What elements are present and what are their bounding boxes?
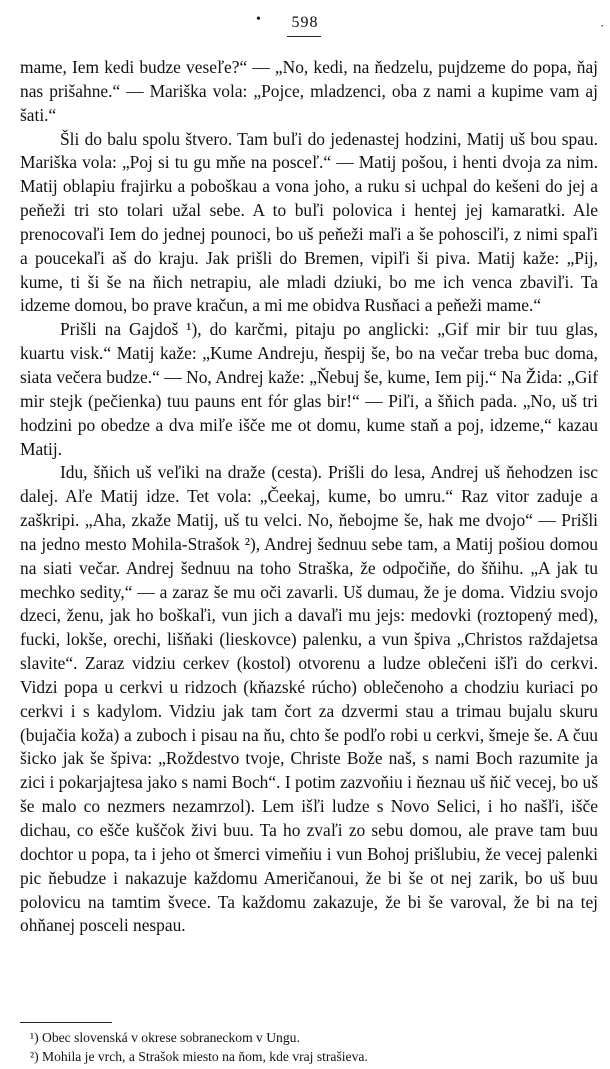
header-dot: • <box>256 12 261 27</box>
paragraph-2: Šli do balu spolu štvero. Tam buľi do jedenastej hodzini, Matij uš bou spau. Mariška vola: „Poj si tu gu mňe na posceľ.“ — Matij pošou, i henti dvoja za nim. Matij oblapiu frajirku a poboškau a vona joho, a ruku si uchpal do kešeni do jej a peňeži tri sto tolari užal sebe. A to buľi polovica i hentej jej kamaratki. Ale prenocovaľi Iem do jednej pounoci, bo uš peňeži maľi a še pohosciľi, z nimi spaľi a poucekaľi aš do kraju. Jak prišli do Bremen, vipiľi ši piva. Matij kaže: „Pij, kume, ti ši še na ňich netrapiu, ale mladi dziuki, bo me ich venca zbaviľi. Ta idzeme domou, bo prave kračun, a mi me obidva Rusňaci a peňeži mame.“ <box>20 128 598 316</box>
page-number: 598 <box>291 14 319 31</box>
footnote-separator <box>20 1022 112 1023</box>
footnotes <box>30 1028 590 1066</box>
paragraph-3: Prišli na Gajdoš ¹), do karčmi, pitaju po anglicki: „Gif mir bir tuu glas, kuartu visk.“ Matij kaže: „Kume Andreju, ňespij še, bo na večar treba buc doma, siata večera budze.“ — No, Andrej kaže: „Ňebuj še, kume, Iem pij.“ Na Žida: „Gif mir stejk (pečienka) tuu pauns ent fór glas bir!“ — Piľi, a šňich pada. „No, uš tri hodzini po obedze a dva miľe išče me ot domu, kume staň a poj, idzeme,“ kazau Matij. <box>20 319 598 459</box>
paragraph-1: mame, Iem kedi budze veseľe?“ — „No, kedi, na ňedzelu, pujdzeme do popa, ňaj nas prišahne.“ — Mariška vola: „Pojce, mladzenci, oba z nami a kupime vam aj šati.“ <box>20 57 598 125</box>
footnote-2: ²) Mohila je vrch, a Strašok miesto na ňom, kde vraj strašieva. <box>30 1049 368 1064</box>
footnote-1: ¹) Obec slovenská v okrese sobraneckom v Ungu. <box>30 1030 300 1045</box>
paragraph-4: Idu, šňich uš veľiki na draže (cesta). Prišli do lesa, Andrej uš ňehodzen isc dalej. Aľe Matij idze. Tet vola: „Čeekaj, kume, bo umru.“ Raz vitor zaduje a zaškripi. „Aha, zkaže Matij, uš tu velci. No, ňebojme še, hak me dvojo“ — Prišli na jedno mesto Mohila-Strašok ²), Andrej šednuu sebe tam, a Matij pošiou domou na siati večar. Andrej šednuu na toho Straška, že odpočiňe, do šňihu. „A jak tu mechko sedity,“ — a zaraz še mu oči zavarli. Uš dumau, že je doma. Vidziu svojo dzeci, ženu, jak ho boškaľi, vun jich a davaľi mu jejs: medovki (roztopený med), fucki, lokše, orechi, lišňaki (lieskovce) palenku, a vun špiva „Christos raždajetsa slavite“. Zaraz vidziu cerkev (kostol) otvorenu a ludze oblečeni išľi do cerkvi. Vidzi popa u cerkvi u ridzoch (kňazské rúcho) oblečenoho a chodziu kuriaci po cerkvi i s kadylom. Vidziu jak tam čort za dzvermi stau a trimau bujalu skuru (bujačia koža) a zuboch i pisau na ňu, chto še podľo robi u cerkvi, šmeje še. A čuu šicko jak še špiva: „Roždestvo tvoje, Christe Bože naš, s nami Boch razumite ja zici i pokarjajtesa jako s nami Boch“. I potim zazvoňiu i ňeznau uš ňič vecej, bo uš še malo co nezmers nezamrzol). Lem išľi ludze s Novo Selici, i ho našľi, išče dichau, co ešče kuščok živi buu. Ta ho zvaľi zo sebu domou, ale prave tam buu dochtor u popa, ta i jeho ot šmerci vimeňiu i vun Bohoj prišlubiu, že vecej palenki pic ňebudze i nakazuje každomu Američanoui, že bi še ot nej zarik, bo uš buu polovicu na tamtim švece. Ta každomu zakazuje, že bi še varoval, že bi na tej ohňanej posceli nespau. <box>20 462 598 936</box>
edge-mark: · <box>600 18 605 33</box>
page-number-underline <box>287 36 321 37</box>
body-text <box>20 56 598 938</box>
